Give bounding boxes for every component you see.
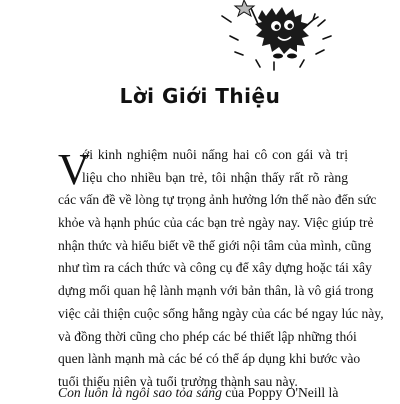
paragraph-line: liệu cho nhiều bạn trẻ, tôi nhận thấy rất rõ ràng xyxy=(82,169,348,185)
next-paragraph-text: của Poppy O'Neill là xyxy=(221,385,339,400)
paragraph-line: nhận thức và hiểu biết về thế giới nội tâm của mình, cũng xyxy=(58,237,372,253)
paragraph-line: tuổi thiếu niên và tuổi trưởng thành sau này. xyxy=(58,373,298,389)
paragraph-line: việc cải thiện cuộc sống hằng ngày của các bé ngay lúc này, xyxy=(58,305,384,321)
paragraph-line: như tìm ra cách thức và công cụ để xây dựng hoặc tái xây xyxy=(58,260,372,276)
cartoon-monster-icon xyxy=(0,0,400,80)
drop-cap: V xyxy=(58,145,90,194)
paragraph-line: quen lành mạnh mà các bé có thể áp dụng khi bước vào xyxy=(58,351,361,367)
paragraph-line: ới kinh nghiệm nuôi nấng hai cô con gái và trị xyxy=(82,147,348,162)
book-title: Con luôn là ngôi sao tỏa sáng xyxy=(58,385,222,400)
paragraph-line: và đồng thời cũng cho phép các bé thiết lập những thói xyxy=(58,328,357,344)
next-paragraph xyxy=(58,382,348,404)
page-title: Lời Giới Thiệu xyxy=(119,84,281,108)
star-wand-icon xyxy=(235,0,258,24)
paragraph-line: dựng mối quan hệ lành mạnh với bản thân, là vô giá trong xyxy=(58,283,374,299)
paragraph-line: các vấn đề về lòng tự trọng ảnh hưởng lớn thế nào đến sức xyxy=(58,192,377,208)
paragraph-line: khỏe và hạnh phúc của các bạn trẻ ngày nay. Việc giúp trẻ xyxy=(58,215,374,231)
intro-paragraph xyxy=(58,144,384,394)
